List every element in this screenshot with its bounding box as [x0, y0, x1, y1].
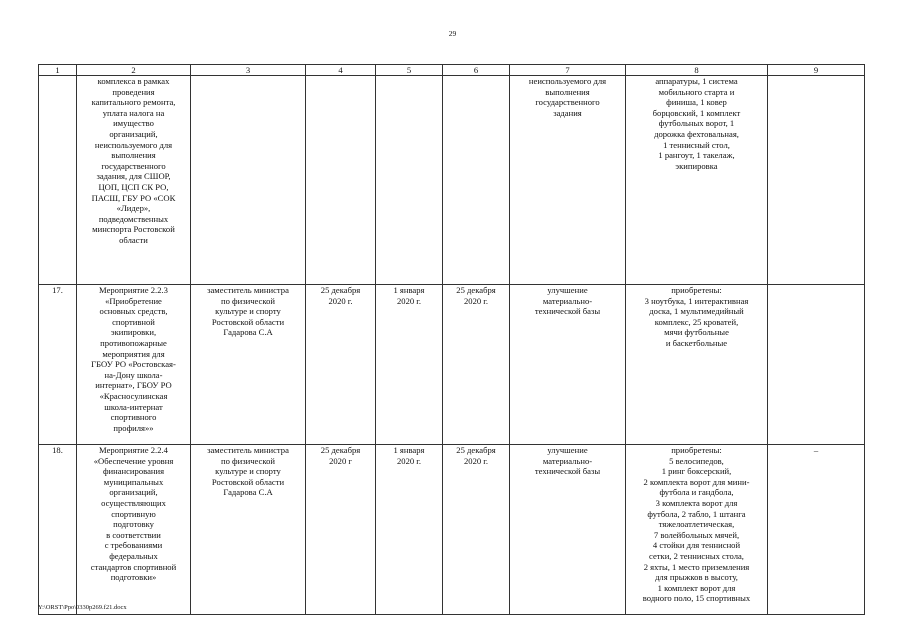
- planned-date: 25 декабря 2020 г.: [320, 285, 361, 306]
- measure-cell: [77, 285, 191, 445]
- end-date: 25 декабря 2020 г.: [456, 445, 496, 466]
- measure-cell: [77, 445, 191, 615]
- notes: –: [813, 445, 819, 455]
- actual-result-cell: [626, 445, 768, 615]
- start-date: 1 января 2020 г.: [393, 285, 425, 306]
- actual-result: аппаратуры, 1 система мобильного старта и финиша, 1 ковер борцовский, 1 комплект футбольных ворот, 1 дорожка фехтовальная, 1 теннисный стол, 1 рангоут, 1 такелаж, экипировка: [652, 76, 741, 171]
- row-number-cell: [39, 76, 77, 285]
- responsible: заместитель министра по физической культуре и спорту Ростовской области Гадарова С.А: [207, 445, 289, 498]
- start-date-cell: [376, 285, 443, 445]
- column-number: 1: [39, 65, 77, 76]
- planned-date-cell: [306, 445, 376, 615]
- notes-cell: [768, 76, 865, 285]
- expected-result-cell: [510, 76, 626, 285]
- measure-cell: [77, 76, 191, 285]
- row-number: 18.: [52, 445, 63, 455]
- column-number: 9: [768, 65, 865, 76]
- responsible-cell: [191, 445, 306, 615]
- end-date-cell: [443, 445, 510, 615]
- notes-cell: [768, 285, 865, 445]
- row-number-cell: [39, 445, 77, 615]
- column-number-row: [39, 65, 865, 76]
- column-number: 8: [626, 65, 768, 76]
- planned-date-cell: [306, 285, 376, 445]
- measure-name: комплекса в рамках проведения капитального ремонта, уплата налога на имущество организаций, неиспользуемого для выполнения государственного задания, для СШОР, ЦОП, ЦСП СК РО, ПАСШ, ГБУ РО «СОК «Лидер», подведомственных минспорта Ростовской области: [91, 76, 176, 245]
- start-date: 1 января 2020 г.: [393, 445, 425, 466]
- plan-table: [38, 64, 865, 615]
- footer-file-path: Y:\ORST\Ppo\0330p269.f21.docx: [38, 604, 127, 611]
- start-date-cell: [376, 445, 443, 615]
- expected-result: улучшение материально- технической базы: [534, 445, 601, 477]
- table-row: [39, 285, 865, 445]
- responsible-cell: [191, 76, 306, 285]
- planned-date-cell: [306, 76, 376, 285]
- actual-result: приобретены: 5 велосипедов, 1 ринг боксерский, 2 комплекта ворот для мини- футбола и гандбола, 3 комплекта ворот для футбола, 2 табло, 1 штанга тяжелоатлетическая, 7 волейбольных мячей, 4 стойки для теннисной сетки, 2 теннисных стола, 2 яхты, 1 место приземления для прыжков в высоту, 1 комплект ворот для водного поло, 15 спортивных: [642, 445, 751, 604]
- page-number: 29: [448, 29, 457, 38]
- actual-result: приобретены: 3 ноутбука, 1 интерактивная доска, 1 мультимедийный комплекс, 25 кроватей, мячи футбольные и баскетбольные: [644, 285, 749, 348]
- expected-result-cell: [510, 285, 626, 445]
- end-date: 25 декабря 2020 г.: [456, 285, 496, 306]
- row-number-cell: [39, 285, 77, 445]
- start-date-cell: [376, 76, 443, 285]
- column-number: 7: [510, 65, 626, 76]
- end-date-cell: [443, 285, 510, 445]
- column-number: 2: [77, 65, 191, 76]
- responsible: заместитель министра по физической культуре и спорту Ростовской области Гадарова С.А: [207, 285, 289, 338]
- notes-cell: [768, 445, 865, 615]
- column-number: 4: [306, 65, 376, 76]
- actual-result-cell: [626, 76, 768, 285]
- table-row: [39, 76, 865, 285]
- column-number: 3: [191, 65, 306, 76]
- row-number: 17.: [52, 285, 63, 295]
- expected-result-cell: [510, 445, 626, 615]
- column-number: 5: [376, 65, 443, 76]
- expected-result: улучшение материально- технической базы: [534, 285, 601, 317]
- table-row: [39, 445, 865, 615]
- expected-result: неиспользуемого для выполнения государственного задания: [528, 76, 607, 118]
- end-date-cell: [443, 76, 510, 285]
- planned-date: 25 декабря 2020 г: [320, 445, 361, 466]
- responsible-cell: [191, 285, 306, 445]
- actual-result-cell: [626, 285, 768, 445]
- measure-name: Мероприятие 2.2.3 «Приобретение основных средств, спортивной экипировки, противопожарные мероприятия для ГБОУ РО «Ростовская- на-Дону школа- интернат», ГБОУ РО «Красносулинская школа-интернат спортивного профиля»»: [91, 285, 176, 433]
- measure-name: Мероприятие 2.2.4 «Обеспечение уровня финансирования муниципальных организаций, осуществляющих спортивную подготовку в соответствии с требованиями федеральных стандартов спортивной подготовки»: [90, 445, 177, 583]
- column-number: 6: [443, 65, 510, 76]
